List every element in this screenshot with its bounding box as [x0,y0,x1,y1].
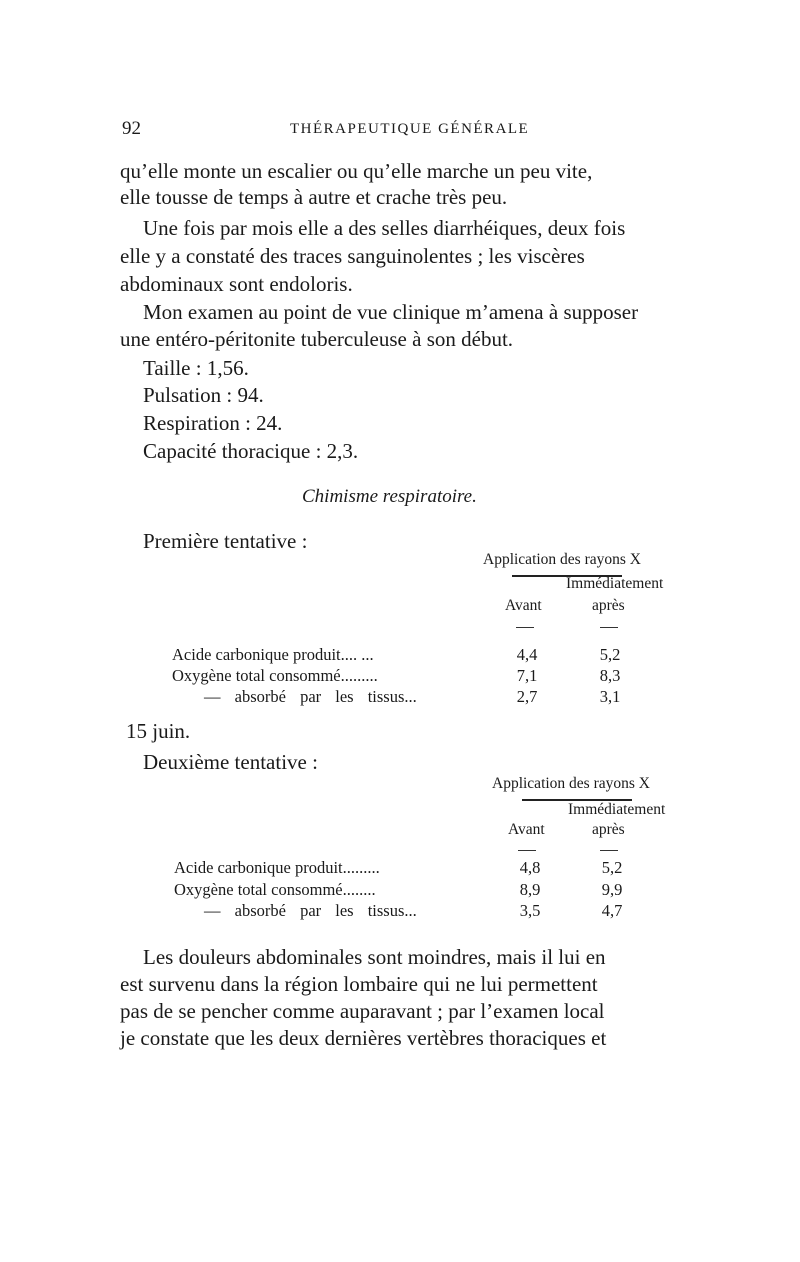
attempt1-col-before: Avant [505,597,542,614]
attempt2-row-after: 5,2 [601,858,623,877]
attempt2-col-before-dash [518,850,536,851]
attempt1-row-before: 2,7 [516,687,538,706]
attempt1-row-before: 4,4 [516,645,538,664]
attempt1-row-after: 5,2 [599,645,621,664]
intro-line: Une fois par mois elle a des selles diarrhéiques, deux fois [143,216,626,240]
closing-line: pas de se pencher comme auparavant ; par l’examen local [120,999,605,1023]
measure-capacity: Capacité thoracique : 2,3. [143,439,359,463]
section-title: Chimisme respiratoire. [302,486,477,507]
attempt2-row-before: 8,9 [519,880,541,899]
attempt2-subheader: Immédiatement [568,801,666,818]
attempt1-col-after: après [592,597,625,614]
measure-pulse: Pulsation : 94. [143,383,264,407]
attempt2-row-after: 4,7 [601,901,623,920]
closing-line: Les douleurs abdominales sont moindres, mais il lui en [143,945,606,969]
attempt2-title: Deuxième tentative : [143,750,318,774]
attempt2-row-label: Oxygène total consommé........ [174,880,376,899]
attempt2-row-before: 4,8 [519,858,541,877]
attempt2-row-label: — absorbé par les tissus... [204,901,417,920]
attempt1-row-label: — absorbé par les tissus... [204,687,417,706]
attempt1-row-after: 8,3 [599,666,621,685]
intro-line: une entéro-péritonite tuberculeuse à son début. [120,327,514,351]
attempt2-row-before: 3,5 [519,901,541,920]
intro-line: elle tousse de temps à autre et crache très peu. [120,185,508,209]
attempt1-subheader: Immédiatement [566,575,664,592]
attempt1-header: Application des rayons X [483,551,641,568]
measure-respiration: Respiration : 24. [143,411,283,435]
attempt1-row-label: Acide carbonique produit.... ... [172,645,374,664]
intro-line: elle y a constaté des traces sanguinolentes ; les viscères [120,244,585,268]
attempt1-col-after-dash [600,627,618,628]
attempt2-col-after: après [592,821,625,838]
attempt1-title: Première tentative : [143,529,308,553]
page-number: 92 [122,118,141,139]
attempt2-col-after-dash [600,850,618,851]
attempt1-row-label: Oxygène total consommé......... [172,666,378,685]
intro-line: Mon examen au point de vue clinique m’amena à supposer [143,300,639,324]
intro-line: qu’elle monte un escalier ou qu’elle marche un peu vite, [120,159,593,183]
attempt1-row-before: 7,1 [516,666,538,685]
attempt2-row-after: 9,9 [601,880,623,899]
date-line: 15 juin. [126,719,191,743]
measure-height: Taille : 1,56. [143,356,249,380]
running-title: THÉRAPEUTIQUE GÉNÉRALE [290,121,530,137]
closing-line: est survenu dans la région lombaire qui ne lui permettent [120,972,598,996]
attempt2-row-label: Acide carbonique produit......... [174,858,380,877]
attempt1-row-after: 3,1 [599,687,621,706]
intro-line: abdominaux sont endoloris. [120,272,353,296]
attempt1-col-before-dash [516,627,534,628]
attempt2-col-before: Avant [508,821,545,838]
attempt2-header: Application des rayons X [492,775,650,792]
closing-line: je constate que les deux dernières vertèbres thoraciques et [120,1026,607,1050]
